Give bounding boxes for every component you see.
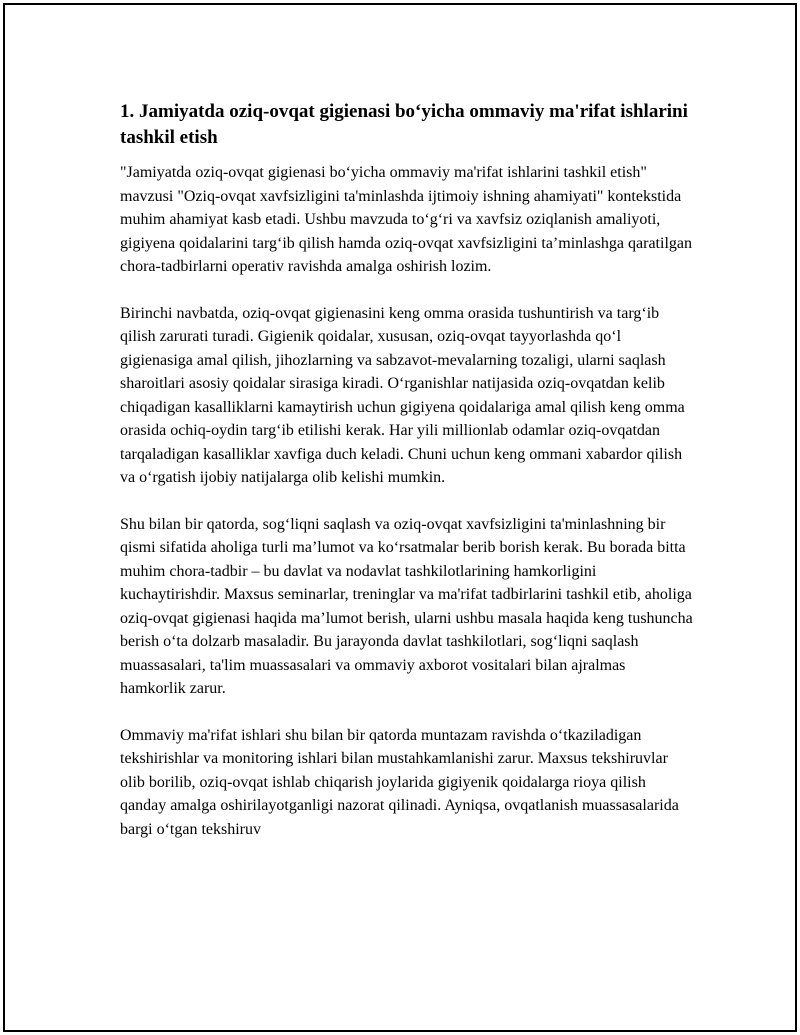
paragraph-4: Ommaviy ma'rifat ishlari shu bilan bir qatorda muntazam ravishda o‘tkaziladigan tekshirishlar va monitoring ishlari bilan mustahkamlanishi zarur. Maxsus tekshiruvlar olib borilib, oziq-ovqat ishlab chiqarish joylarida gigiyenik qoidalarga rioya qilish qanday amalga oshirilayotganligi nazorat qilinadi. Ayniqsa, ovqatlanish muassasalarida bargi o‘tgan tekshiruv	[120, 726, 679, 838]
document-body	[120, 99, 695, 864]
paragraph-3: Shu bilan bir qatorda, sog‘liqni saqlash va oziq-ovqat xavfsizligini ta'minlashning bir qismi sifatida aholiga turli ma’lumot va ko‘rsatmalar berib borish kerak. Bu borada bitta muhim chora-tadbir – bu davlat va nodavlat tashkilotlarining hamkorligini kuchaytirishdir. Maxsus seminarlar, treninglar va ma'rifat tadbirlarini tashkil etib, aholiga oziq-ovqat gigienasi haqida ma’lumot berish, ularni ushbu masala haqida keng tushuncha berish o‘ta dolzarb masaladir. Bu jarayonda davlat tashkilotlari, sog‘liqni saqlash muassasalari, ta'lim muassasalari va ommaviy axborot vositalari bilan ajralmas hamkorlik zarur.	[120, 515, 693, 697]
bottom-fade	[5, 923, 795, 955]
section-heading: 1. Jamiyatda oziq-ovqat gigienasi bo‘yicha ommaviy ma'rifat ishlarini tashkil etish	[120, 101, 688, 148]
paragraph-2: Birinchi navbatda, oziq-ovqat gigienasini keng omma orasida tushuntirish va targ‘ib qilish zarurati turadi. Gigienik qoidalar, xususan, oziq-ovqat tayyorlashda qo‘l gigienasiga amal qilish, jihozlarning va sabzavot-mevalarning tozaligi, ularni saqlash sharoitlari asosiy qoidalar sirasiga kiradi. O‘rganishlar natijasida oziq-ovqatdan kelib chiqadigan kasalliklarni kamaytirish uchun gigiyena qoidalariga amal qilish keng omma orasida ochiq-oydin targ‘ib etilishi kerak. Har yili millionlab odamlar oziq-ovqatdan tarqaladigan kasalliklar xavfiga duch keladi. Chuni uchun keng ommani xabardor qilish va o‘rgatish ijobiy natijalarga olib kelishi mumkin.	[120, 304, 685, 486]
paragraph-1: "Jamiyatda oziq-ovqat gigienasi bo‘yicha ommaviy ma'rifat ishlarini tashkil etish" mavzusi "Oziq-ovqat xavfsizligini ta'minlashda ijtimoiy ishning ahamiyati" kontekstida muhim ahamiyat kasb etadi. Ushbu mavzuda to‘g‘ri va xavfsiz oziqlanish amaliyoti, gigiyena qoidalarini targ‘ib qilish hamda oziq-ovqat xavfsizligini ta’minlashga qaratilgan chora-tadbirlarni operativ ravishda amalga oshirish lozim.	[120, 164, 692, 275]
page-clip	[5, 5, 795, 955]
page-frame	[3, 3, 797, 1032]
